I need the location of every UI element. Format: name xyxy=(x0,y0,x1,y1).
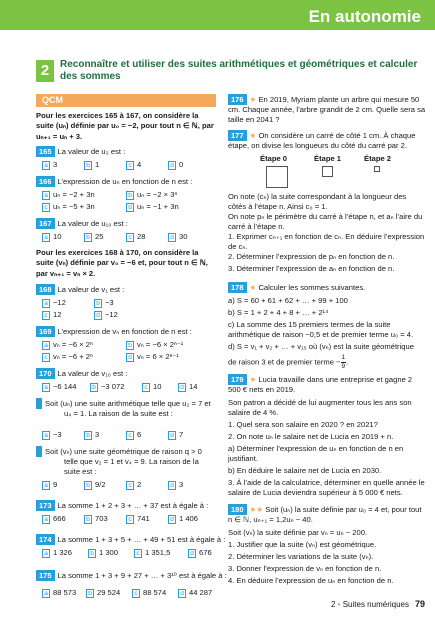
question-text: La valeur de u₃ est : xyxy=(57,147,126,156)
e179-q3: 3. À l’aide de la calculatrice, déterminer en quelle année le salaire de Lucia deviendra supérieur à 5 000 € nets. xyxy=(228,478,425,497)
page-footer xyxy=(331,599,425,611)
option-a[interactable]: a −3 xyxy=(42,430,62,440)
question-text: La valeur de v₁ est : xyxy=(57,285,125,294)
qcm-intro-1: Pour les exercices 165 à 167, on considère la suite (uₙ) définie par u₀ = −2, pour tout n ∈ ℕ, par uₙ₊₁ = uₙ + 3. xyxy=(36,111,214,141)
option-a[interactable]: a 666 xyxy=(42,514,66,524)
q172-prompt xyxy=(11,446,216,477)
star-icon: ★ xyxy=(249,95,257,104)
e178-b: b) S = 1 + 2 + 4 + 8 + … + 2¹⁴ xyxy=(228,308,329,317)
option-c[interactable]: c uₙ = −5 + 3n xyxy=(42,202,95,212)
q171-prompt xyxy=(11,398,216,419)
option-a[interactable]: a 3 xyxy=(42,160,57,170)
exercise-178 xyxy=(228,282,426,293)
q167-prompt xyxy=(36,218,128,229)
option-c[interactable]: c 28 xyxy=(126,232,145,242)
exercise-177 xyxy=(228,130,426,151)
option-c[interactable]: c 2 xyxy=(126,480,141,490)
square-step-2 xyxy=(374,166,380,172)
option-d[interactable]: d 30 xyxy=(168,232,187,242)
option-b[interactable]: b uₙ = −2 × 3ⁿ xyxy=(126,190,177,200)
star-icon: ★ xyxy=(249,131,257,140)
option-b[interactable]: b 1 300 xyxy=(88,548,118,558)
exercise-number: 174 xyxy=(36,534,55,545)
exercise-number: 168 xyxy=(36,284,55,295)
step-0-label: Étape 0 xyxy=(260,154,288,163)
exercise-number: 178 xyxy=(228,282,247,293)
exercise-number: 175 xyxy=(36,570,55,581)
q165-prompt xyxy=(36,146,125,157)
exercise-text: Lucia travaille dans une entreprise et gagne 2 500 € nets en 2019. xyxy=(228,375,413,394)
e180-q2: 2. Déterminer les variations de la suite (vₙ). xyxy=(228,552,374,561)
e178-d-text: de raison 3 et de premier terme − xyxy=(228,357,341,367)
fraction-one-ninth: 1 9 xyxy=(341,354,346,370)
question-text: La somme 1 + 3 + 5 + … + 49 + 51 est à égale à : xyxy=(57,535,226,544)
e179-q2: 2. On note uₙ le salaire net de Lucia en 2019 + n. xyxy=(228,432,394,441)
e180-q1: 1. Justifier que la suite (vₙ) est géométrique. xyxy=(228,540,377,549)
square-figures xyxy=(228,166,426,190)
option-a[interactable]: a −12 xyxy=(42,298,66,308)
exercise-number: 170 xyxy=(36,368,55,379)
option-a[interactable]: a 88 573 xyxy=(42,588,76,598)
option-a[interactable]: a uₙ = −2 + 3n xyxy=(42,190,95,200)
option-b[interactable]: b vₙ = −6 × 2ⁿ⁻¹ xyxy=(126,340,183,350)
question-text: La somme 1 + 3 + 9 + 27 + … + 3¹⁰ est à égale à : xyxy=(57,571,227,580)
header-bar xyxy=(0,0,435,30)
q168-prompt xyxy=(36,284,124,295)
exercise-176 xyxy=(228,94,426,125)
exercise-text: On considère un carré de côté 1 cm. À chaque étape, on divise les longueurs du côté du carré par 2. xyxy=(228,131,416,150)
option-b[interactable]: b 1 xyxy=(84,160,99,170)
e178-d-line2: de raison 3 et de premier terme −1 9. xyxy=(228,354,349,370)
exercise-number: 176 xyxy=(228,94,247,105)
q175-prompt xyxy=(36,570,227,581)
e178-c: c) La somme des 15 premiers termes de la suite arithmétique de raison −0,5 et de premier terme u₀ = 4. xyxy=(228,320,414,339)
exercise-180 xyxy=(228,504,426,525)
exercise-number: 165 xyxy=(36,146,55,157)
option-c[interactable]: c 741 xyxy=(126,514,150,524)
option-b[interactable]: b 25 xyxy=(84,232,103,242)
option-d[interactable]: d vₙ = 6 × 2ⁿ⁻¹ xyxy=(126,352,179,362)
exercise-number: 167 xyxy=(36,218,55,229)
option-a[interactable]: a −6 144 xyxy=(42,382,76,392)
square-step-1 xyxy=(322,166,333,177)
q169-prompt xyxy=(36,326,192,337)
exercise-text: Calculer les sommes suivantes. xyxy=(258,283,366,292)
e177-q1: 1. Exprimer cₙ₊₁ en fonction de cₙ. En déduire l’expression de cₙ. xyxy=(228,232,425,251)
option-b[interactable]: b −3 072 xyxy=(90,382,124,392)
bullet-icon: • xyxy=(337,600,341,610)
question-text: La valeur de u₁₀ est : xyxy=(57,219,128,228)
chapter-number: 2 xyxy=(330,600,336,610)
exercise-number: 166 xyxy=(36,176,55,187)
section-number: 2 xyxy=(36,60,54,82)
double-star-icon: ★★ xyxy=(249,505,264,514)
exercise-number: 173 xyxy=(36,500,55,511)
option-c[interactable]: c 88 574 xyxy=(132,588,166,598)
exercise-number: 172 xyxy=(36,446,42,457)
e180-q3: 3. Donner l’expression de vₙ en fonction de n. xyxy=(228,564,382,573)
q173-prompt xyxy=(36,500,208,511)
question-text: Soit (vₙ) une suite géométrique de raison q > 0 telle que v₂ = 1 et v₄ = 9. La raison de la suite est : xyxy=(45,447,202,476)
option-d[interactable]: d 44 287 xyxy=(178,588,212,598)
exercise-text: Soit (uₙ) la suite définie par u₀ = 4 et, pour tout n ∈ ℕ, uₙ₊₁ = 1,2uₙ − 40. xyxy=(228,505,422,524)
question-text: L’expression de uₙ en fonction de n est : xyxy=(57,177,193,186)
exercise-number: 177 xyxy=(228,130,247,141)
section-title: Reconnaître et utiliser des suites arithmétiques et géométriques et calculer des sommes xyxy=(60,59,418,82)
option-b[interactable]: b 9/2 xyxy=(84,480,106,490)
e178-d-line1: d) S = v₁ + v₂ + … + v₁₅ où (vₙ) est la suite géométrique xyxy=(228,342,414,351)
option-c[interactable]: c 6 xyxy=(126,430,141,440)
question-text: L’expression de vₙ en fonction de n est : xyxy=(57,327,192,336)
qcm-banner: QCM xyxy=(36,94,216,107)
exercise-number: 180 xyxy=(228,504,247,515)
step-2-label: Étape 2 xyxy=(364,154,392,163)
e177-q2: 2. Déterminer l’expression de pₙ en fonction de n. xyxy=(228,252,395,261)
e179-qb: b) En déduire le salaire net de Lucia en 2030. xyxy=(228,466,382,475)
option-d[interactable]: d 676 xyxy=(188,548,212,558)
e180-text: Soit (vₙ) la suite définie par vₙ = uₙ − 200. xyxy=(228,528,368,537)
e179-q1: 1. Quel sera son salaire en 2020 ? en 2021? xyxy=(228,420,378,429)
header-title: En autonomie xyxy=(308,7,421,26)
qcm-intro-2: Pour les exercices 168 à 170, on considère la suite (vₙ) définie par v₀ = −6 et, pour tout n ∈ ℕ, par vₙ₊₁ = vₙ × 2. xyxy=(36,248,208,278)
question-text: Soit (uₙ) une suite arithmétique telle que u₂ = 7 et u₄ = 1. La raison de la suite est : xyxy=(45,399,211,418)
e179-qa: a) Déterminer l’expression de uₙ en fonction de n en justifiant. xyxy=(228,444,404,463)
option-a[interactable]: a 10 xyxy=(42,232,61,242)
option-b[interactable]: b 703 xyxy=(84,514,108,524)
exercise-number: 169 xyxy=(36,326,55,337)
option-c[interactable]: c 10 xyxy=(142,382,161,392)
option-d[interactable]: d 1 406 xyxy=(168,514,198,524)
option-c[interactable]: c vₙ = −6 + 2ⁿ xyxy=(42,352,93,362)
option-d[interactable]: d uₙ = −1 + 3n xyxy=(126,202,179,212)
option-d[interactable]: d 0 xyxy=(168,160,183,170)
option-a[interactable]: a 9 xyxy=(42,480,57,490)
exercise-number: 171 xyxy=(36,398,42,409)
option-c[interactable]: c 12 xyxy=(42,310,61,320)
exercise-text: En 2019, Myriam plante un arbre qui mesure 50 cm. Chaque année, l’arbre grandit de 2 cm. Quelle sera sa taille en 2041 ? xyxy=(228,95,426,124)
question-text: La somme 1 + 2 + 3 + … + 37 est à égale à : xyxy=(57,501,209,510)
page-number: 79 xyxy=(414,599,425,610)
option-b[interactable]: b 3 xyxy=(84,430,99,440)
option-c[interactable]: c 1 351,5 xyxy=(134,548,170,558)
e177-text-1: On note (cₙ) la suite correspondant à la longueur des côtés à l’étape n. Ainsi c₀ = 1. xyxy=(228,192,407,211)
e177-text-2: On note pₙ le périmètre du carré à l’étape n, et aₙ l’aire du carré à l’étape n. xyxy=(228,212,423,231)
e180-q4: 4. En déduire l’expression de uₙ en fonction de n. xyxy=(228,576,394,585)
option-d[interactable]: d 3 xyxy=(168,480,183,490)
chapter-label: Suites numériques xyxy=(342,600,409,610)
exercise-179 xyxy=(228,374,426,395)
option-b[interactable]: b −3 xyxy=(94,298,114,308)
option-a[interactable]: a 1 326 xyxy=(42,548,72,558)
star-icon: ★ xyxy=(249,283,257,292)
option-d[interactable]: d −12 xyxy=(94,310,118,320)
option-b[interactable]: b 29 524 xyxy=(86,588,120,598)
question-text: La valeur de v₁₀ est : xyxy=(57,369,128,378)
e177-q3: 3. Déterminer l’expression de aₙ en fonction de n. xyxy=(228,264,395,273)
option-c[interactable]: c 4 xyxy=(126,160,141,170)
option-d[interactable]: d 14 xyxy=(178,382,197,392)
option-d[interactable]: d 7 xyxy=(168,430,183,440)
q174-prompt xyxy=(36,534,225,545)
left-column xyxy=(11,94,227,597)
option-a[interactable]: a vₙ = −6 × 2ⁿ xyxy=(42,340,93,350)
q166-prompt xyxy=(36,176,192,187)
square-step-0 xyxy=(266,166,288,188)
exercise-number: 179 xyxy=(228,374,247,385)
e179-text: Son patron a décidé de lui augmenter tous les ans son salaire de 4 %. xyxy=(228,398,412,417)
step-1-label: Étape 1 xyxy=(314,154,342,163)
e178-a: a) S = 60 + 61 + 62 + … + 99 + 100 xyxy=(228,296,348,305)
q170-prompt xyxy=(36,368,127,379)
star-icon: ★ xyxy=(249,375,257,384)
